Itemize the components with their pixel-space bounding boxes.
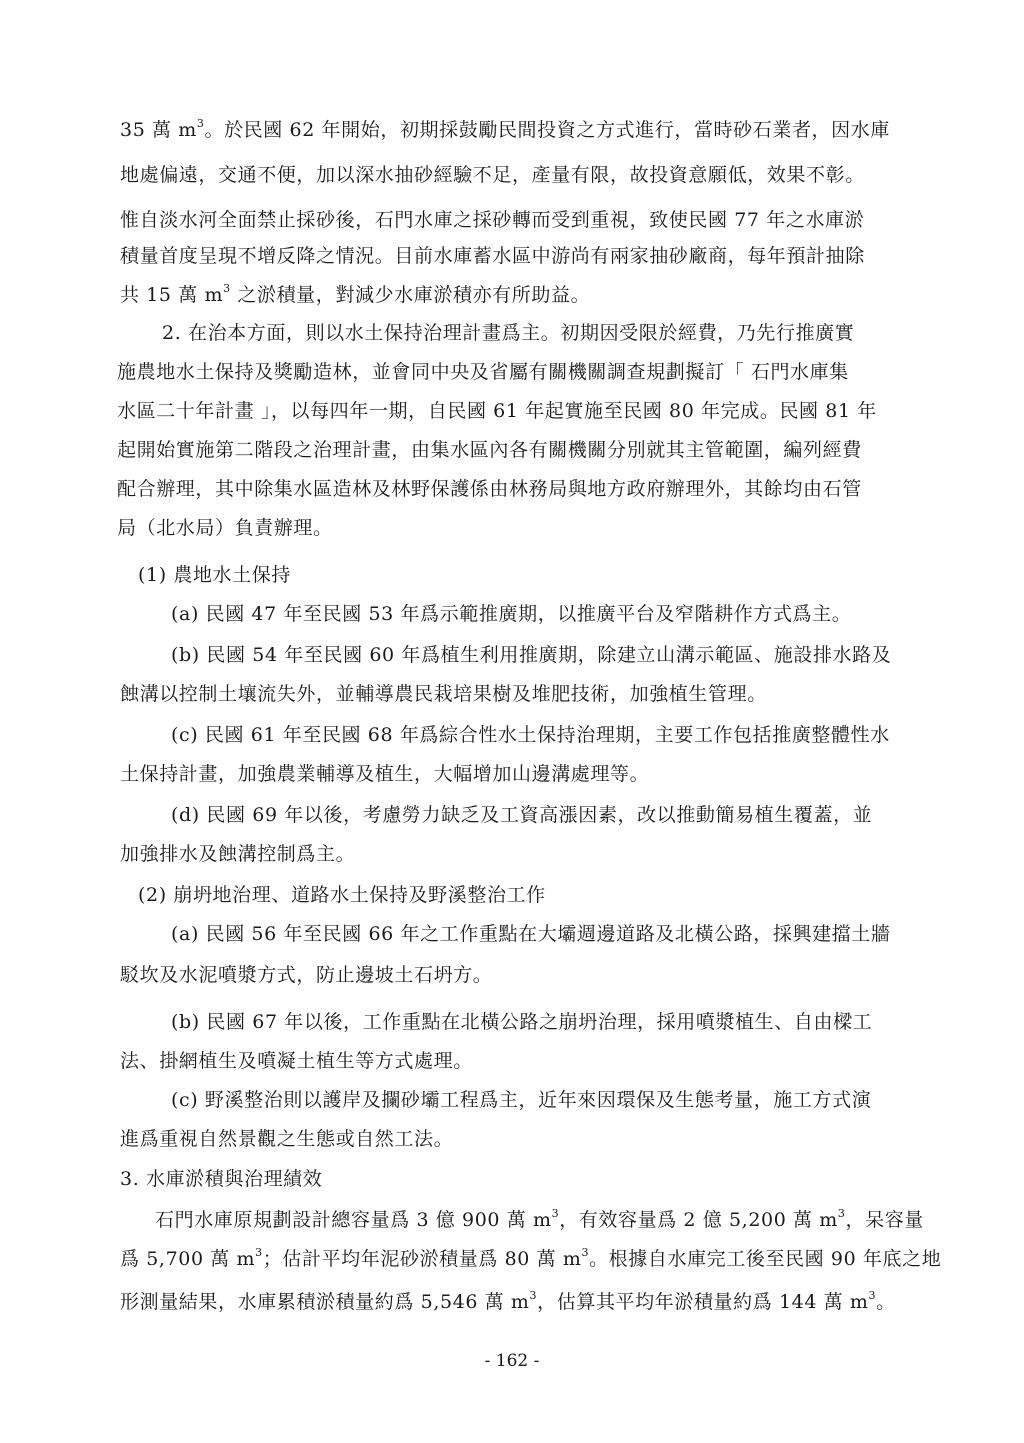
text-run: 3. 水庫淤積與治理績效 <box>120 1168 323 1190</box>
text-line <box>171 643 891 667</box>
text-line <box>120 208 864 232</box>
superscript: 3 <box>529 1288 538 1302</box>
superscript: 3 <box>581 1245 590 1259</box>
text-line <box>120 1127 453 1151</box>
text-line <box>120 1167 322 1191</box>
superscript: 3 <box>255 1245 263 1259</box>
text-run: ；估計平均年泥砂淤積量爲 80 萬 m <box>262 1248 582 1270</box>
text-line <box>117 516 333 540</box>
text-run: 進爲重視自然景觀之生態或自然工法。 <box>120 1128 454 1150</box>
text-line <box>138 563 291 587</box>
text-line <box>120 1247 941 1271</box>
text-run: (c) 野溪整治則以護岸及攔砂壩工程爲主，近年來因環保及生態考量，施工方式演 <box>171 1089 872 1111</box>
text-run: 土保持計畫，加強農業輔導及植生，大幅增加山邊溝處理等。 <box>120 763 650 785</box>
text-line <box>171 723 890 747</box>
text-line <box>171 602 851 626</box>
text-line <box>120 682 767 706</box>
text-run: (b) 民國 54 年至民國 60 年爲植生利用推廣期，除建立山溝示範區、施設排水路及 <box>171 644 892 666</box>
text-line <box>120 1290 896 1314</box>
text-run: 配合辦理，其中除集水區造林及林野保護係由林務局與地方政府辦理外，其餘均由石管 <box>117 478 862 500</box>
text-run: ，估算其平均年淤積量約爲 144 萬 m <box>537 1291 869 1313</box>
text-run: 。根據自水庫完工後至民國 90 年底之地 <box>589 1248 942 1270</box>
text-run: 35 萬 m <box>120 119 197 141</box>
text-run: (2) 崩坍地治理、道路水土保持及野溪整治工作 <box>138 884 546 906</box>
text-line <box>155 1208 924 1232</box>
text-run: (a) 民國 56 年至民國 66 年之工作重點在大壩週邊道路及北橫公路，採興建擋土牆 <box>171 923 891 945</box>
text-run: ，呆容量 <box>845 1209 924 1231</box>
text-line <box>120 283 590 307</box>
text-run: 惟自淡水河全面禁止採砂後，石門水庫之採砂轉而受到重視，致使民國 77 年之水庫淤 <box>120 209 865 231</box>
text-line <box>117 399 877 423</box>
text-run: 2. 在治本方面，則以水土保持治理計畫爲主。初期因受限於經費，乃先行推廣實 <box>162 322 855 344</box>
superscript: 3 <box>837 1206 846 1220</box>
text-run: 積量首度呈現不增反降之情況。目前水庫蓄水區中游尚有兩家抽砂廠商，每年預計抽除 <box>120 245 865 267</box>
text-line <box>120 842 355 866</box>
text-run: 施農地水土保持及獎勵造林，並會同中央及省屬有關機關調查規劃擬訂「 石門水庫集 <box>117 361 849 383</box>
text-run: 地處偏遠，交通不便，加以深水抽砂經驗不足，產量有限，故投資意願低，效果不彰。 <box>120 164 865 186</box>
text-run: 共 15 萬 m <box>120 284 224 306</box>
superscript: 3 <box>223 281 231 295</box>
text-line <box>162 321 854 345</box>
text-run: 形測量結果，水庫累積淤積量約爲 5,546 萬 m <box>120 1291 530 1313</box>
text-run: 之淤積量，對減少水庫淤積亦有所助益。 <box>230 284 591 306</box>
text-run: 蝕溝以控制土壤流失外，並輔導農民栽培果樹及堆肥技術，加強植生管理。 <box>120 683 767 705</box>
superscript: 3 <box>196 116 205 130</box>
text-run: (1) 農地水土保持 <box>138 564 291 586</box>
text-line <box>171 1088 871 1112</box>
text-line <box>120 163 865 187</box>
text-run: (c) 民國 61 年至民國 68 年爲綜合性水土保持治理期，主要工作包括推廣整體性水 <box>171 724 890 746</box>
text-run: 局（北水局）負責辦理。 <box>117 517 333 539</box>
text-run: ，有效容量爲 2 億 5,200 萬 m <box>559 1209 838 1231</box>
text-line <box>117 438 862 462</box>
superscript: 3 <box>551 1206 560 1220</box>
text-line <box>117 360 849 384</box>
text-run: 水區二十年計畫 」，以每四年一期，自民國 61 年起實施至民國 80 年完成。民國 81 年 <box>117 400 877 422</box>
text-line <box>120 1049 473 1073</box>
text-line <box>120 244 865 268</box>
text-run: 駁坎及水泥噴漿方式，防止邊坡土石坍方。 <box>120 964 493 986</box>
text-line <box>120 762 649 786</box>
superscript: 3 <box>868 1288 877 1302</box>
text-line <box>120 118 890 142</box>
text-line <box>120 963 492 987</box>
page-number: - 162 - <box>484 1351 540 1371</box>
text-line <box>138 883 546 907</box>
text-line <box>171 803 872 827</box>
text-run: (a) 民國 47 年至民國 53 年爲示範推廣期，以推廣平台及窄階耕作方式爲主。 <box>171 603 852 625</box>
text-line <box>117 477 862 501</box>
text-run: 法、掛網植生及噴凝土植生等方式處理。 <box>120 1050 473 1072</box>
text-run: 爲 5,700 萬 m <box>120 1248 256 1270</box>
text-run: 起開始實施第二階段之治理計畫，由集水區內各有關機關分別就其主管範圍，編列經費 <box>117 439 862 461</box>
text-run: (b) 民國 67 年以後，工作重點在北橫公路之崩坍治理，採用噴漿植生、自由樑工 <box>171 1011 873 1033</box>
text-run: (d) 民國 69 年以後，考慮勞力缺乏及工資高漲因素，改以推動簡易植生覆蓋，並 <box>171 804 873 826</box>
text-run: 。於民國 62 年開始，初期採鼓勵民間投資之方式進行，當時砂石業者，因水庫 <box>204 119 890 141</box>
text-run: 加強排水及蝕溝控制爲主。 <box>120 843 356 865</box>
text-line <box>171 1010 872 1034</box>
text-run: 。 <box>876 1291 896 1313</box>
text-line <box>171 922 891 946</box>
text-run: 石門水庫原規劃設計總容量爲 3 億 900 萬 m <box>155 1209 552 1231</box>
